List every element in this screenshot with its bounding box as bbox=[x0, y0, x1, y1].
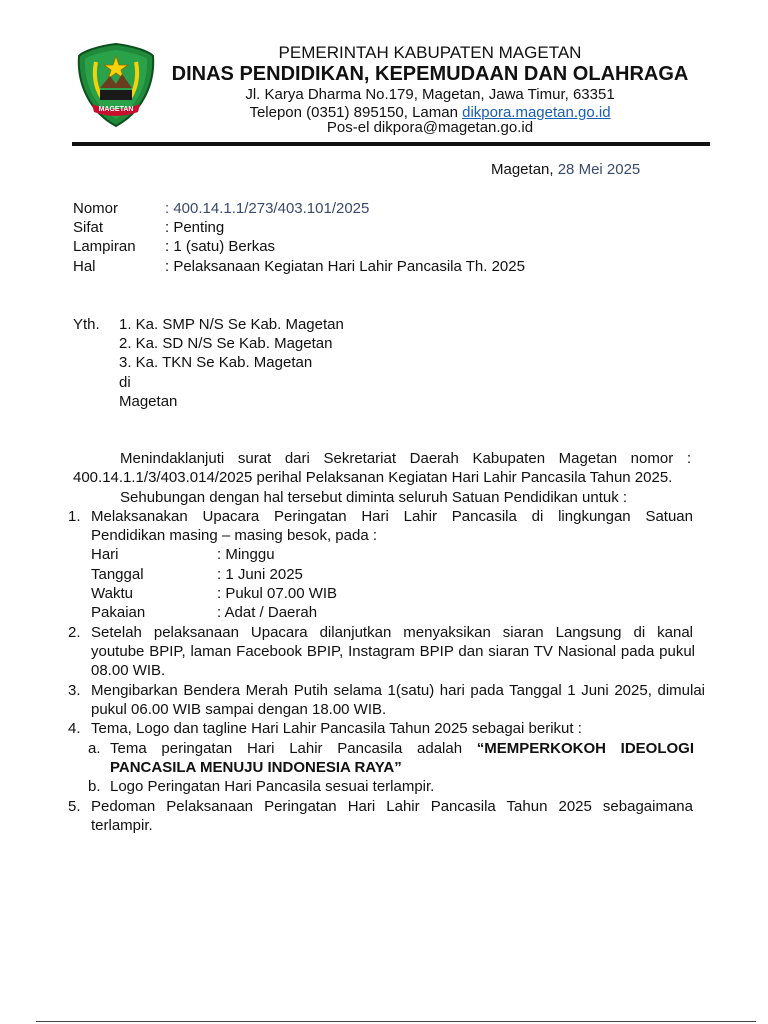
detail-value-waktu: : Pukul 07.00 WIB bbox=[217, 585, 338, 602]
recipient-item: 1. Ka. SMP N/S Se Kab. Magetan bbox=[119, 316, 344, 333]
item-number: 2. bbox=[68, 624, 81, 641]
item3-line-1: Mengibarkan Bendera Merah Putih selama 1(satu) hari pada Tanggal 1 Juni 2025, dimulai bbox=[91, 682, 705, 699]
meta-label-lampiran: Lampiran bbox=[73, 238, 136, 255]
theme-title-part1: “MEMPERKOKOH IDEOLOGI bbox=[476, 740, 694, 757]
item1-line-2: Pendidikan masing – masing besok, pada : bbox=[91, 527, 378, 544]
agency-email: Pos-el dikpora@magetan.go.id bbox=[326, 119, 534, 136]
meta-value-nomor: : 400.14.1.1/273/403.101/2025 bbox=[165, 200, 370, 217]
intro-line-3: Sehubungan dengan hal tersebut diminta seluruh Satuan Pendidikan untuk : bbox=[120, 489, 628, 506]
meta-label-hal: Hal bbox=[73, 258, 96, 275]
page-bottom-edge bbox=[36, 1021, 756, 1022]
detail-value-hari: : Minggu bbox=[217, 546, 275, 563]
date-value: 28 Mei 2025 bbox=[557, 161, 641, 178]
recipient-city: Magetan bbox=[119, 393, 178, 410]
agency-address: Jl. Karya Dharma No.179, Magetan, Jawa Timur, 63351 bbox=[245, 86, 615, 103]
intro-line-1: Menindaklanjuti surat dari Sekretariat Daerah Kabupaten Magetan nomor : bbox=[120, 450, 691, 467]
recipient-di: di bbox=[119, 374, 131, 391]
subitem-letter: b. bbox=[88, 778, 101, 795]
phone-text: Telepon (0351) 895150, Laman bbox=[249, 104, 463, 121]
meta-label-sifat: Sifat bbox=[73, 219, 104, 236]
theme-intro: Tema peringatan Hari Lahir Pancasila adalah bbox=[110, 740, 463, 757]
subitem-letter: a. bbox=[88, 740, 101, 757]
item2-line-1: Setelah pelaksanaan Upacara dilanjutkan menyaksikan siaran Langsung di kanal bbox=[91, 624, 693, 641]
recipient-yth: Yth. bbox=[73, 316, 100, 333]
meta-value-sifat: : Penting bbox=[165, 219, 225, 236]
detail-label-hari: Hari bbox=[91, 546, 119, 563]
agency-name: DINAS PENDIDIKAN, KEPEMUDAAN DAN OLAHRAGA bbox=[171, 63, 689, 85]
item5-line-1: Pedoman Pelaksanaan Peringatan Hari Lahir Pancasila Tahun 2025 sebagaimana bbox=[91, 798, 693, 815]
item2-line-2: youtube BPIP, laman Facebook BPIP, Instagram BPIP dan siaran TV Nasional pada pukul bbox=[91, 643, 695, 660]
date-place: Magetan, bbox=[491, 161, 558, 178]
item-number: 3. bbox=[68, 682, 81, 699]
detail-value-pakaian: : Adat / Daerah bbox=[217, 604, 318, 621]
item2-line-3: 08.00 WIB. bbox=[91, 662, 166, 679]
recipient-item: 2. Ka. SD N/S Se Kab. Magetan bbox=[119, 335, 333, 352]
item-number: 1. bbox=[68, 508, 81, 525]
detail-label-tanggal: Tanggal bbox=[91, 566, 144, 583]
item1-line-1: Melaksanakan Upacara Peringatan Hari Lahir Pancasila di lingkungan Satuan bbox=[91, 508, 693, 525]
meta-label-nomor: Nomor bbox=[73, 200, 119, 217]
item4a-line-1 bbox=[110, 740, 694, 757]
item-number: 5. bbox=[68, 798, 81, 815]
meta-value-hal: : Pelaksanaan Kegiatan Hari Lahir Pancasila Th. 2025 bbox=[165, 258, 525, 275]
letter-date bbox=[491, 161, 640, 178]
item5-line-2: terlampir. bbox=[91, 817, 153, 834]
item4b-line-1: Logo Peringatan Hari Pancasila sesuai terlampir. bbox=[110, 778, 435, 795]
svg-text:MAGETAN: MAGETAN bbox=[98, 106, 134, 113]
theme-title-part2: PANCASILA MENUJU INDONESIA RAYA” bbox=[110, 759, 402, 776]
item3-line-2: pukul 06.00 WIB sampai dengan 18.00 WIB. bbox=[91, 701, 387, 718]
detail-value-tanggal: : 1 Juni 2025 bbox=[217, 566, 303, 583]
intro-line-2: 400.14.1.1/3/403.014/2025 perihal Pelaksanan Kegiatan Hari Lahir Pancasila Tahun 2025. bbox=[73, 469, 673, 486]
website-link[interactable]: dikpora.magetan.go.id bbox=[462, 104, 611, 121]
detail-label-pakaian: Pakaian bbox=[91, 604, 146, 621]
meta-value-lampiran: : 1 (satu) Berkas bbox=[165, 238, 276, 255]
recipient-item: 3. Ka. TKN Se Kab. Magetan bbox=[119, 354, 313, 371]
letterhead-divider bbox=[72, 142, 710, 146]
item-number: 4. bbox=[68, 720, 81, 737]
detail-label-waktu: Waktu bbox=[91, 585, 133, 602]
government-name: PEMERINTAH KABUPATEN MAGETAN bbox=[278, 43, 582, 62]
item4a-line-2 bbox=[110, 759, 402, 776]
item4-line-1: Tema, Logo dan tagline Hari Lahir Pancasila Tahun 2025 sebagai berikut : bbox=[91, 720, 582, 737]
